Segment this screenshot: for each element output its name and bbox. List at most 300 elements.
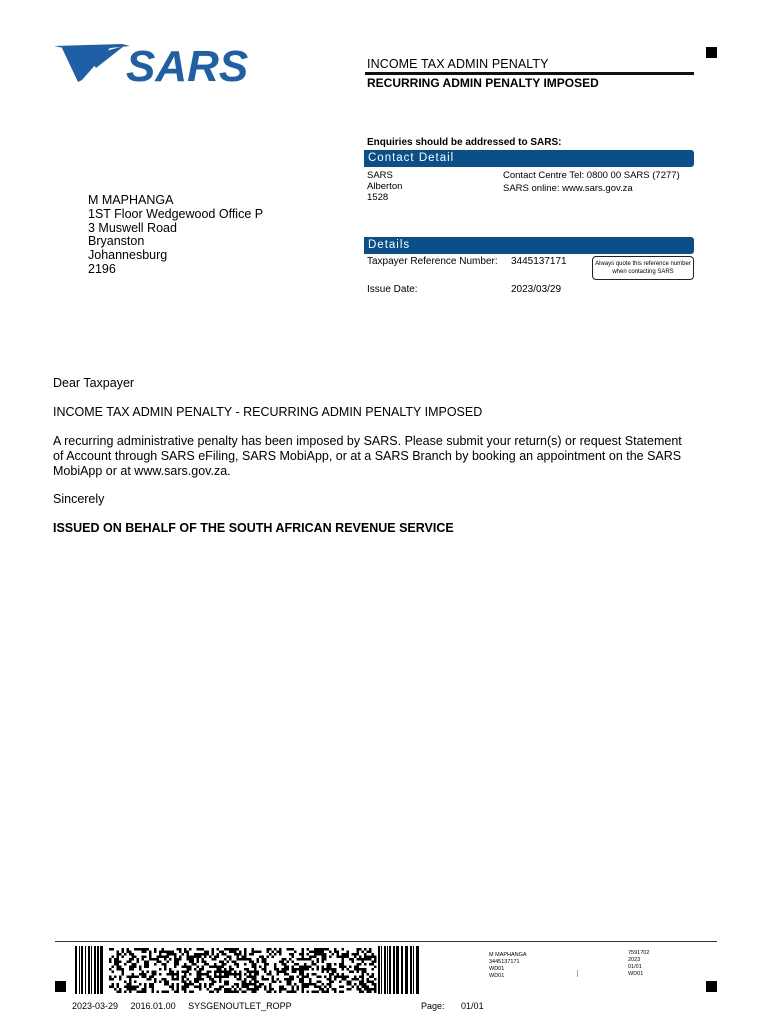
barcode-module [239,988,242,991]
barcode-module [129,978,132,981]
barcode-module [172,978,175,981]
barcode-module [147,978,150,981]
barcode-module [184,988,187,991]
barcode-module [322,953,325,956]
barcode-module [144,976,147,979]
barcode-module [309,978,312,981]
barcode-module [249,976,252,979]
barcode-module [189,961,192,964]
barcode-module [279,951,282,954]
barcode-module [339,986,342,989]
barcode-module [209,956,212,959]
barcode-module [164,981,167,984]
barcode-module [229,948,232,951]
barcode-module [339,966,342,969]
barcode-module [374,988,377,991]
barcode-strip [75,946,420,994]
barcode-module [199,953,202,956]
letter-subject: INCOME TAX ADMIN PENALTY - RECURRING ADMIN PENALTY IMPOSED [53,405,483,419]
barcode-module [252,991,255,994]
barcode-module [342,966,345,969]
barcode-module [249,981,252,984]
title-rule [365,72,694,75]
barcode-module [132,956,135,959]
barcode-module [269,973,272,976]
barcode-module [109,968,112,971]
barcode-module [364,958,367,961]
barcode-module [297,988,300,991]
barcode-module [247,968,250,971]
barcode-module [302,976,305,979]
barcode-module [244,973,247,976]
barcode-module [367,973,370,976]
registration-mark-bottom-left [55,981,66,992]
barcode-module [252,983,255,986]
barcode-module [204,973,207,976]
barcode-module [129,966,132,969]
barcode-module [187,986,190,989]
barcode-module [347,988,350,991]
barcode-module [214,988,217,991]
barcode-module [294,951,297,954]
barcode-module [177,971,180,974]
barcode-module [349,971,352,974]
barcode-module [199,971,202,974]
barcode-module [302,991,305,994]
footer-mid-line: WD01 [489,966,505,972]
barcode-module [269,988,272,991]
barcode-module [219,986,222,989]
barcode-module [247,986,250,989]
barcode-module [132,973,135,976]
barcode-module [147,966,150,969]
barcode-module [324,956,327,959]
barcode-module [289,983,292,986]
barcode-module [322,951,325,954]
barcode-module [234,983,237,986]
barcode-module [229,973,232,976]
barcode-module [147,963,150,966]
barcode-module [207,976,210,979]
barcode-module [142,971,145,974]
barcode-module [184,948,187,951]
barcode-module [212,948,215,951]
barcode-module [197,986,200,989]
barcode-module [91,946,92,994]
contact-line: SARS [367,170,393,181]
barcode-module [302,981,305,984]
barcode-module [312,968,315,971]
barcode-module [237,991,240,994]
barcode-module [302,958,305,961]
barcode-module [294,968,297,971]
barcode-module [207,988,210,991]
barcode-module [334,948,337,951]
barcode-module [337,973,340,976]
barcode-module [189,981,192,984]
barcode-module [324,986,327,989]
barcode-module [304,958,307,961]
barcode-module [127,983,130,986]
barcode-module [129,953,132,956]
barcode-module [132,958,135,961]
barcode-module [259,951,262,954]
barcode-module [307,958,310,961]
barcode-module [182,981,185,984]
barcode-module [137,986,140,989]
barcode-module [154,978,157,981]
barcode-module [364,953,367,956]
barcode-module [329,956,332,959]
barcode-module [189,973,192,976]
barcode-module [119,961,122,964]
barcode-module [342,956,345,959]
address-line: Johannesburg [88,248,168,263]
barcode-module [287,973,290,976]
barcode-module [292,956,295,959]
barcode-module [317,951,320,954]
footer-right-line: WD01 [628,971,644,977]
barcode-module [252,963,255,966]
barcode-module [224,981,227,984]
barcode-module [287,991,290,994]
barcode-module [189,958,192,961]
barcode-module [167,981,170,984]
barcode-module [224,988,227,991]
barcode-module [234,961,237,964]
barcode-module [174,953,177,956]
barcode-module [307,976,310,979]
barcode-module [204,963,207,966]
barcode-module [222,976,225,979]
barcode-module [167,953,170,956]
barcode-module [149,951,152,954]
barcode-module [322,988,325,991]
barcode-module [292,986,295,989]
barcode-module [229,966,232,969]
barcode-module [299,968,302,971]
barcode-module [167,961,170,964]
barcode-module [329,986,332,989]
sars-logo [52,40,252,90]
barcode-module [162,978,165,981]
barcode-module [242,983,245,986]
barcode-module [244,991,247,994]
barcode-module [322,958,325,961]
barcode-module [172,976,175,979]
barcode-module [352,953,355,956]
barcode-module [279,953,282,956]
barcode-module [259,956,262,959]
barcode-module [79,946,80,994]
barcode-module [314,951,317,954]
barcode-module [252,948,255,951]
barcode-module [302,953,305,956]
barcode-module [164,958,167,961]
barcode-module [299,953,302,956]
enquiries-label: Enquiries should be addressed to SARS: [367,137,562,148]
barcode-module [359,948,362,951]
barcode-module [172,951,175,954]
barcode-module [294,983,297,986]
barcode-module [309,951,312,954]
barcode-module [244,956,247,959]
barcode-module [144,951,147,954]
barcode-module [309,956,312,959]
barcode-module [227,981,230,984]
footer-right-line: 01/01 [628,964,642,970]
barcode-module [289,981,292,984]
barcode-module [369,981,372,984]
barcode-module [292,988,295,991]
barcode-module [214,971,217,974]
barcode-module [167,956,170,959]
barcode-module [329,978,332,981]
barcode-module [222,953,225,956]
barcode-module [122,971,125,974]
barcode-module [112,986,115,989]
barcode-module [317,991,320,994]
barcode-module [134,963,137,966]
barcode-module [134,948,137,951]
barcode-module [324,948,327,951]
barcode-module [219,981,222,984]
page-value: 01/01 [461,1001,484,1011]
barcode-module [299,973,302,976]
barcode-module [284,971,287,974]
barcode-module [254,971,257,974]
barcode-module [362,986,365,989]
barcode-module [144,986,147,989]
barcode-module [199,948,202,951]
barcode-module [227,961,230,964]
barcode-module [329,973,332,976]
barcode-module [367,991,370,994]
barcode-module [249,953,252,956]
barcode-module [169,958,172,961]
barcode-module [264,971,267,974]
barcode-module [322,948,325,951]
barcode-module [284,958,287,961]
barcode-module [344,966,347,969]
barcode-module [374,978,377,981]
barcode-module [207,963,210,966]
barcode-module [114,988,117,991]
barcode-module [309,983,312,986]
barcode-module [202,961,205,964]
barcode-module [312,961,315,964]
barcode-module [184,981,187,984]
barcode-module [229,968,232,971]
barcode-module [339,956,342,959]
barcode-module [272,988,275,991]
barcode-module [302,966,305,969]
barcode-module [142,991,145,994]
barcode-module [339,976,342,979]
barcode-module [327,966,330,969]
barcode-module [217,956,220,959]
barcode-module [197,978,200,981]
barcode-module [94,946,96,994]
barcode-module [187,951,190,954]
barcode-module [194,981,197,984]
barcode-module [162,956,165,959]
barcode-module [374,991,377,994]
barcode-module [314,991,317,994]
details-bar: Details [364,237,694,254]
barcode-module [332,968,335,971]
barcode-module [149,976,152,979]
barcode-module [229,991,232,994]
barcode-module [242,981,245,984]
barcode-module [307,991,310,994]
barcode-module [162,951,165,954]
barcode-module [224,973,227,976]
barcode-module [294,971,297,974]
barcode-module [354,978,357,981]
barcode-module [152,983,155,986]
barcode-module [319,948,322,951]
barcode-module [252,988,255,991]
barcode-module [274,953,277,956]
barcode-module [302,971,305,974]
barcode-module [184,951,187,954]
barcode-module [257,958,260,961]
taxpayer-ref-value: 3445137171 [511,256,567,267]
issued-by: ISSUED ON BEHALF OF THE SOUTH AFRICAN REVENUE SERVICE [53,521,454,535]
barcode-module [187,953,190,956]
barcode-module [314,973,317,976]
barcode-module [314,963,317,966]
barcode-module [187,966,190,969]
barcode-module [117,991,120,994]
barcode-module [254,951,257,954]
barcode-module [342,991,345,994]
barcode-module [252,978,255,981]
barcode-module [129,958,132,961]
barcode-module [317,948,320,951]
barcode-module [172,988,175,991]
barcode-module [254,986,257,989]
barcode-module [357,958,360,961]
barcode-module [322,971,325,974]
barcode-module [304,963,307,966]
barcode-module [347,983,350,986]
barcode-module [119,953,122,956]
barcode-module [242,958,245,961]
barcode-module [347,956,350,959]
barcode-module [272,981,275,984]
barcode-module [169,968,172,971]
footer-tick [577,970,578,977]
barcode-module [327,983,330,986]
barcode-module [257,986,260,989]
barcode-module [337,976,340,979]
barcode-module [192,956,195,959]
barcode-module [192,983,195,986]
barcode-module [267,948,270,951]
barcode-module [144,961,147,964]
barcode-module [142,988,145,991]
barcode-module [357,963,360,966]
barcode-module [222,971,225,974]
barcode-module [364,986,367,989]
barcode-module [317,976,320,979]
barcode-module [242,991,245,994]
barcode-module [127,948,130,951]
barcode-module [354,976,357,979]
barcode-module [234,976,237,979]
barcode-module [334,951,337,954]
barcode-module [239,973,242,976]
barcode-module [287,966,290,969]
barcode-module [237,978,240,981]
barcode-module [237,958,240,961]
barcode-module [289,978,292,981]
barcode-module [274,991,277,994]
barcode-module [357,953,360,956]
barcode-module [362,991,365,994]
barcode-module [292,968,295,971]
barcode-module [357,948,360,951]
barcode-module [272,956,275,959]
quote-reference-note: Always quote this reference number when contacting SARS [592,256,694,280]
barcode-module [109,961,112,964]
barcode-module [224,983,227,986]
barcode-module [172,986,175,989]
barcode-module [224,991,227,994]
barcode-module [214,981,217,984]
barcode-module [117,961,120,964]
barcode-module [324,958,327,961]
barcode-module [239,953,242,956]
barcode-module [217,948,220,951]
barcode-module [374,983,377,986]
barcode-module [244,948,247,951]
barcode-module [349,958,352,961]
barcode-module [272,951,275,954]
barcode-module [362,983,365,986]
barcode-module [152,973,155,976]
barcode-module [299,971,302,974]
barcode-module [197,966,200,969]
barcode-module [227,991,230,994]
barcode-module [157,961,160,964]
barcode-module [329,966,332,969]
barcode-module [364,968,367,971]
barcode-module [302,983,305,986]
barcode-module [332,971,335,974]
barcode-module [289,953,292,956]
barcode-module [342,978,345,981]
barcode-module [247,983,250,986]
barcode-module [207,971,210,974]
barcode-module [302,951,305,954]
barcode-module [214,958,217,961]
page-label: Page: [421,1001,445,1011]
barcode-module [410,946,412,994]
barcode-module [149,958,152,961]
barcode-module [314,956,317,959]
barcode-module [88,946,90,994]
barcode-module [364,983,367,986]
barcode-module [257,961,260,964]
barcode-module [162,948,165,951]
barcode-module [347,976,350,979]
barcode-module [164,978,167,981]
barcode-module [307,953,310,956]
barcode-module [282,988,285,991]
